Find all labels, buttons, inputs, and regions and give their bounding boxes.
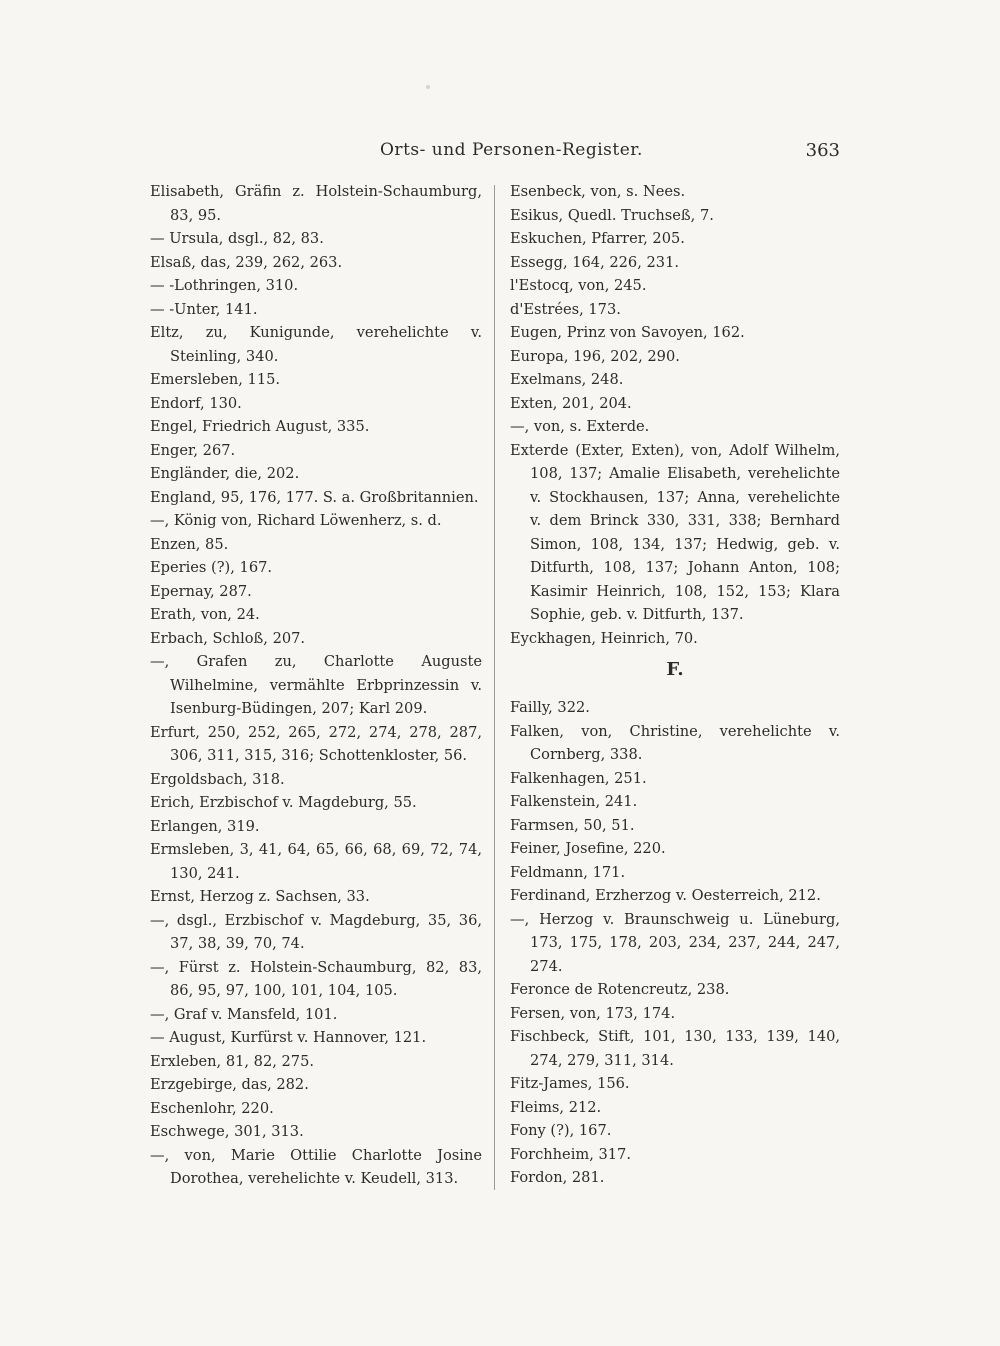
index-entry: —, Graf v. Mansfeld, 101. [150,1005,338,1023]
index-entry: England, 95, 176, 177. S. a. Großbritannien. [150,488,479,506]
index-entry: Failly, 322. [510,699,590,716]
index-entry: Eperies (?), 167. [150,559,273,576]
index-entry: Erbach, Schloß, 207. [150,629,306,647]
index-entry: Eyckhagen, Heinrich, 70. [510,629,698,647]
index-entry: Eugen, Prinz von Savoyen, 162. [510,324,745,341]
index-entry: Engel, Friedrich August, 335. [150,418,370,435]
index-entry: Ferdinand, Erzherzog v. Oesterreich, 212. [510,887,821,904]
index-entry: — August, Kurfürst v. Hannover, 121. [150,1029,427,1046]
index-entry: Ernst, Herzog z. Sachsen, 33. [150,888,370,905]
index-entry: Fersen, von, 173, 174. [510,1004,676,1022]
index-entry: Falken, von, Christine, verehelichte v. Cornberg, 338. [510,722,840,763]
index-entry: Europa, 196, 202, 290. [510,347,680,365]
index-entry: Farmsen, 50, 51. [510,816,635,834]
index-entry: Eltz, zu, Kunigunde, verehelichte v. Steinling, 340. [150,324,482,365]
index-entry: Enger, 267. [150,441,236,459]
index-entry: Feiner, Josefine, 220. [510,840,666,857]
index-entry: —, dsgl., Erzbischof v. Magdeburg, 35, 36, 37, 38, 39, 70, 74. [150,911,482,952]
index-entry: d'Estrées, 173. [510,300,621,318]
index-entry: Erath, von, 24. [150,606,260,623]
index-entry: —, König von, Richard Löwenherz, s. d. [150,512,442,529]
index-entry: Essegg, 164, 226, 231. [510,253,679,271]
ink-speck [426,85,430,89]
index-entry: —, Herzog v. Braunschweig u. Lüneburg, 173, 175, 178, 203, 234, 237, 244, 247, 274. [510,910,840,975]
index-entry: Fitz-James, 156. [510,1075,630,1092]
index-entry: Epernay, 287. [150,582,252,600]
index-entry: Falkenstein, 241. [510,793,638,810]
index-entry: Engländer, die, 202. [150,465,300,482]
index-entry: Fony (?), 167. [510,1122,612,1139]
index-entry: Endorf, 130. [150,394,242,412]
index-entry: Exten, 201, 204. [510,394,632,412]
index-entry: Feronce de Rotencreutz, 238. [510,981,730,998]
index-entry: — Ursula, dsgl., 82, 83. [150,230,324,247]
index-entry: — -Unter, 141. [150,300,258,318]
index-entry: Emersleben, 115. [150,371,281,388]
index-entry: Elsaß, das, 239, 262, 263. [150,253,343,271]
page-number: 363 [805,140,840,161]
index-entry: Feldmann, 171. [510,863,626,881]
index-entry: —, von, Marie Ottilie Charlotte Josine Dorothea, verehelichte v. Keudell, 313. [150,1146,482,1187]
index-entry: — -Lothringen, 310. [150,277,299,294]
index-entry: Ergoldsbach, 318. [150,770,285,788]
index-entry: Esenbeck, von, s. Nees. [510,183,686,200]
index-entry: Erxleben, 81, 82, 275. [150,1052,315,1070]
index-entry: Forchheim, 317. [510,1145,631,1163]
index-entry: l'Estocq, von, 245. [510,277,647,294]
right-column [510,180,840,1190]
index-entry: Fleims, 212. [510,1098,602,1116]
index-entry: Eskuchen, Pfarrer, 205. [510,230,685,247]
index-entry: —, Grafen zu, Charlotte Auguste Wilhelmine, vermählte Erbprinzessin v. Isenburg-Büdingen, 207; Karl 209. [150,653,482,717]
index-entry: Esikus, Quedl. Truchseß, 7. [510,206,714,224]
index-entry: Falkenhagen, 251. [510,769,647,787]
index-entry: Enzen, 85. [150,535,229,553]
index-entry: Eschwege, 301, 313. [150,1123,304,1140]
index-entry: Ermsleben, 3, 41, 64, 65, 66, 68, 69, 72, 74, 130, 241. [150,841,482,882]
section-heading-f: F. [666,659,684,680]
left-column [150,180,482,1191]
header-title: Orts- und Personen-Register. [380,140,643,160]
index-entry: Erich, Erzbischof v. Magdeburg, 55. [150,794,417,811]
index-entry: —, von, s. Exterde. [510,418,650,435]
column-divider [494,185,495,1190]
index-entry: Fordon, 281. [510,1169,605,1186]
index-entry: Exterde (Exter, Exten), von, Adolf Wilhelm, 108, 137; Amalie Elisabeth, verehelichte v. Stockhausen, 137; Anna, verehelichte v. dem Brinck 330, 331, 338; Bernhard Simon, 108, 134, 137; Hedwig, geb. v. Ditfurth, 108, 137; Johann Anton, 108; Kasimir Heinrich, 108, 152, 153; Klara Sophie, geb. v. Ditfurth, 137. [510,441,840,623]
index-entry: —, Fürst z. Holstein-Schaumburg, 82, 83, 86, 95, 97, 100, 101, 104, 105. [150,958,482,999]
index-entry: Erzgebirge, das, 282. [150,1076,309,1093]
running-header [150,140,840,168]
index-entry: Erfurt, 250, 252, 265, 272, 274, 278, 287, 306, 311, 315, 316; Schottenkloster, 56. [150,723,482,764]
index-entry: Exelmans, 248. [510,371,624,388]
index-entry: Elisabeth, Gräfin z. Holstein-Schaumburg, 83, 95. [150,183,482,224]
index-entry: Fischbeck, Stift, 101, 130, 133, 139, 140, 274, 279, 311, 314. [510,1028,840,1069]
index-entry: Erlangen, 319. [150,817,260,835]
index-entry: Eschenlohr, 220. [150,1099,274,1117]
